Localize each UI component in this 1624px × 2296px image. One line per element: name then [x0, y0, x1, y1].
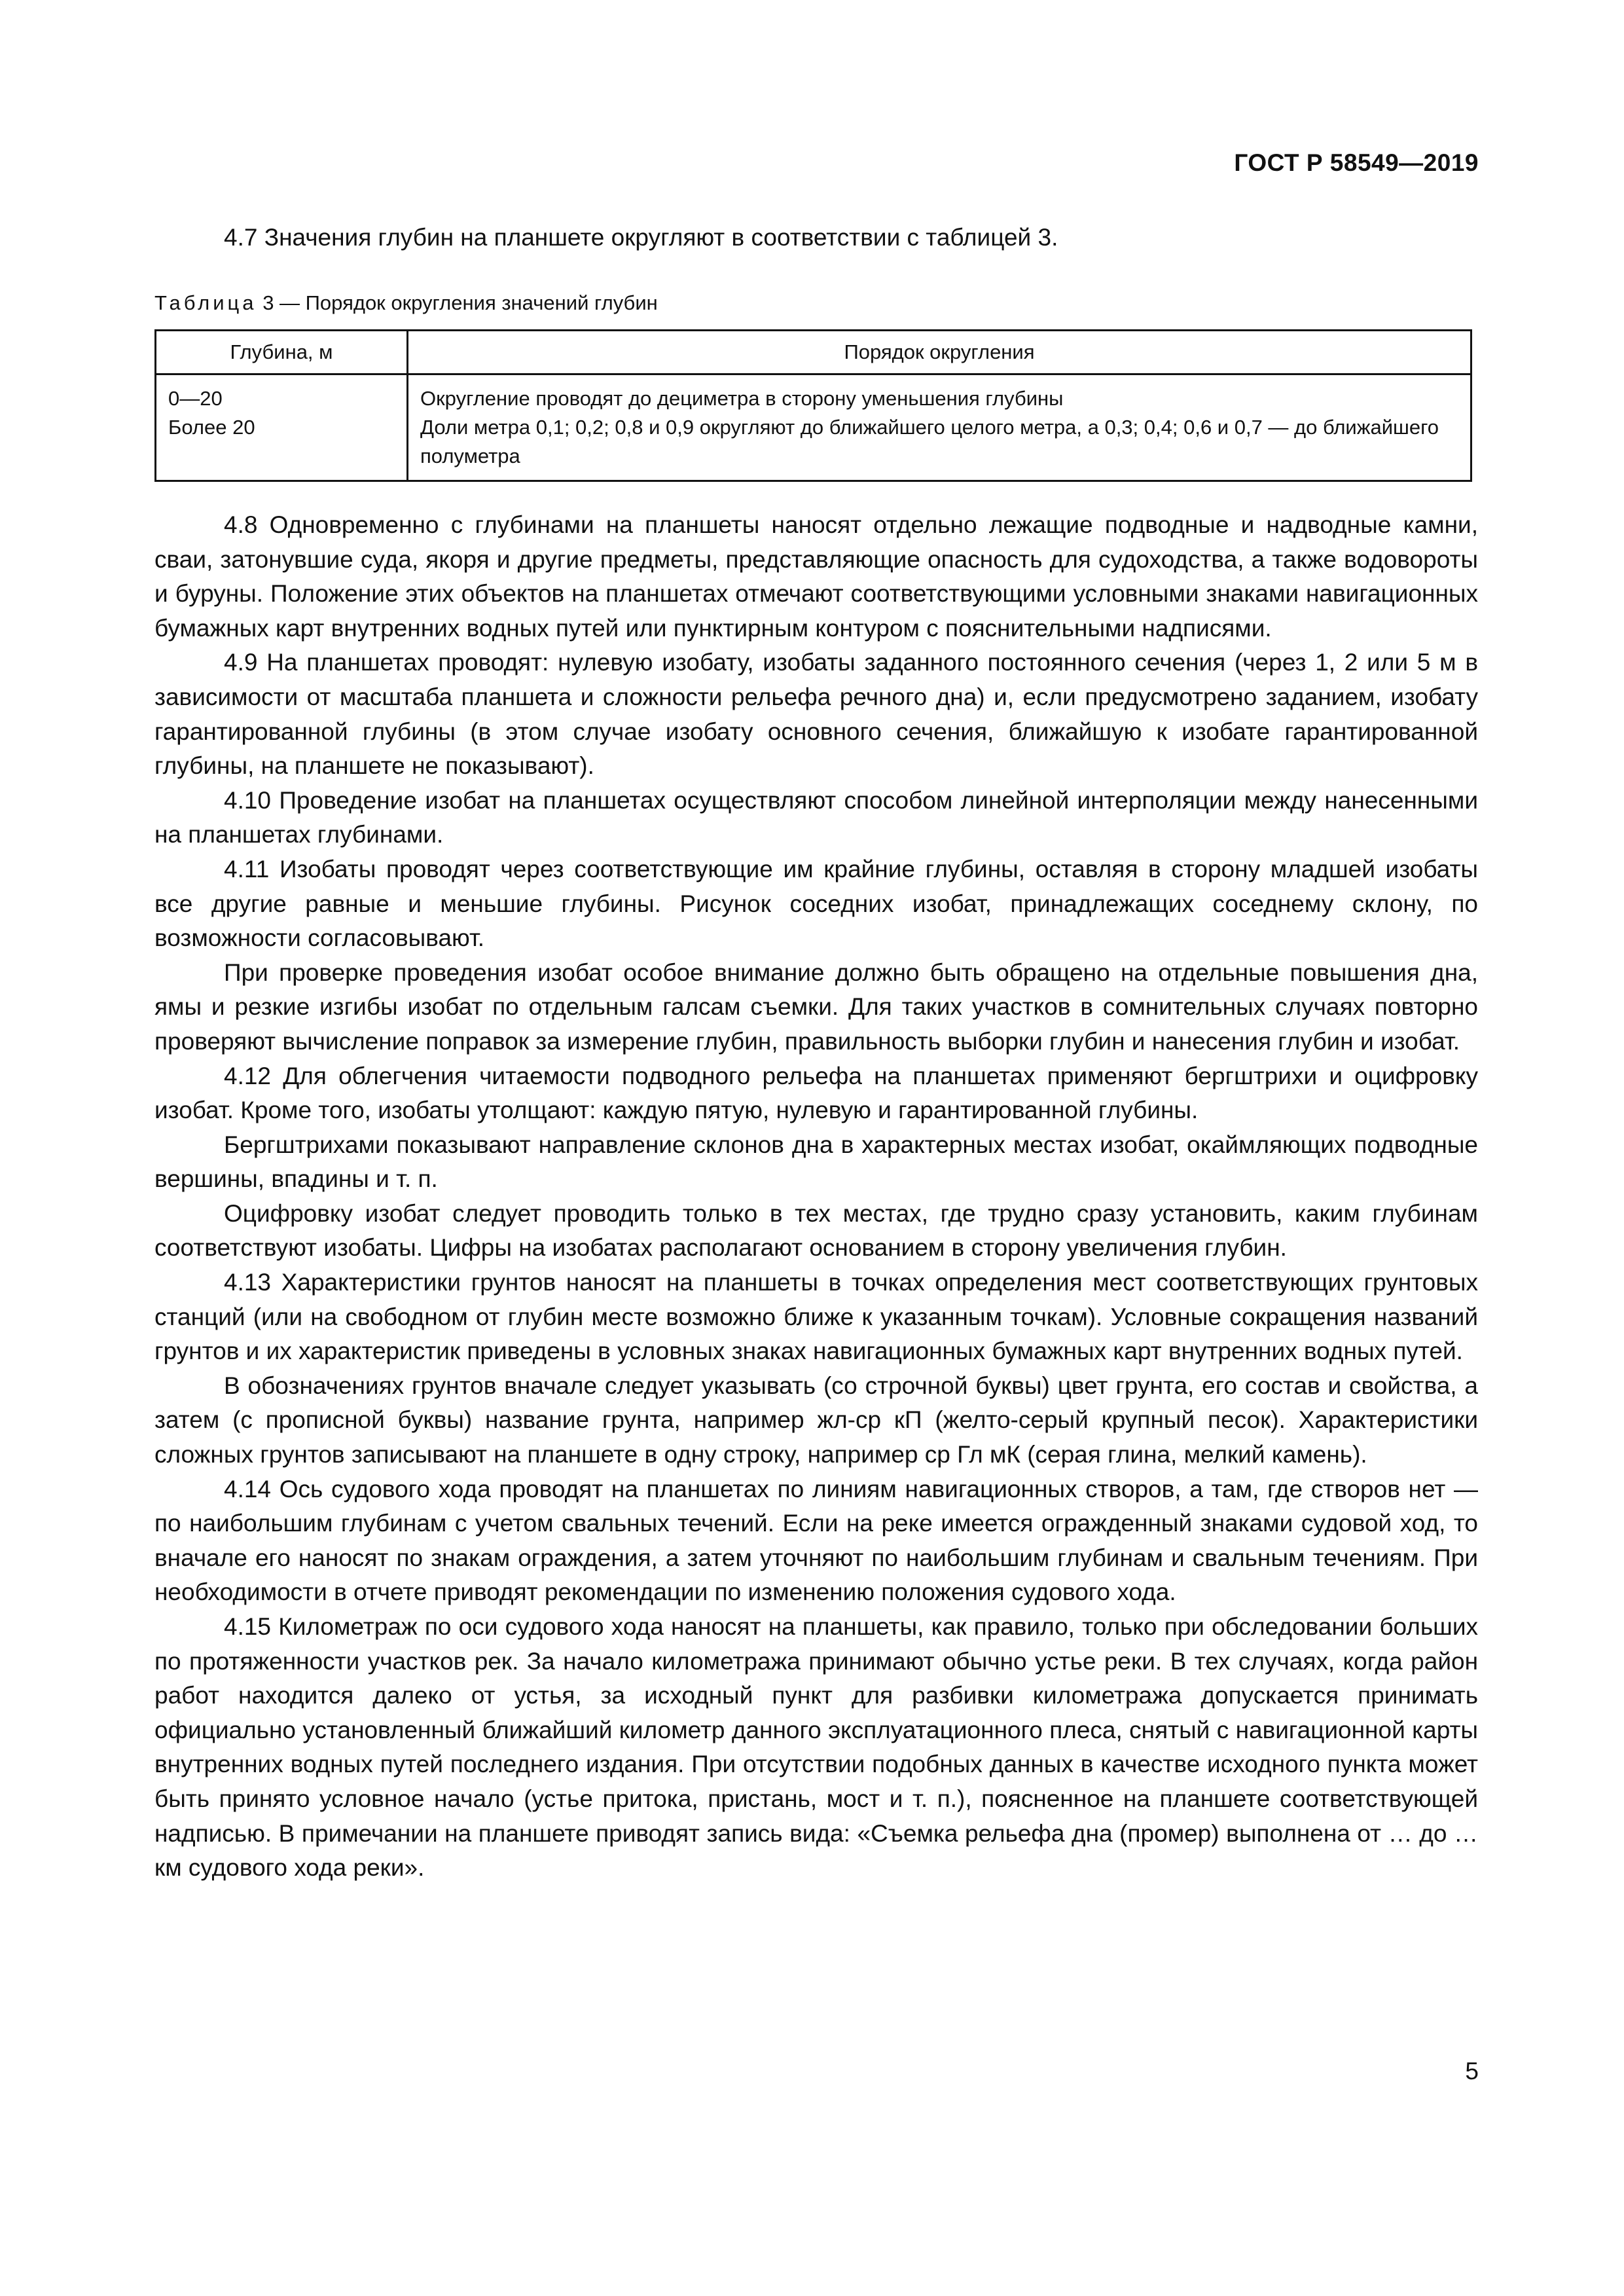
- paragraph-4-11: 4.11 Изобаты проводят через соответствующие им крайние глубины, оставляя в сторону младшей изобаты все другие равные и меньшие глубины. Рисунок соседних изобат, принадлежащих соседнему склону, по возможности согласовывают.: [154, 855, 1478, 952]
- paragraph-4-11-continued: При проверке проведения изобат особое внимание должно быть обращено на отдельные повышения дна, ямы и резкие изгибы изобат по отдельным галсам съемки. Для таких участков в сомнительных случаях повторно проверяют вычисление поправок за измерение глубин, правильность выборки глубин и нанесения глубин и изобат.: [154, 958, 1478, 1055]
- paragraph-4-12-labels: Оцифровку изобат следует проводить только в тех местах, где трудно сразу установить, каким глубинам соответствуют изобаты. Цифры на изобатах располагают основанием в сторону увеличения глубин.: [154, 1199, 1478, 1262]
- paragraph-4-9: 4.9 На планшетах проводят: нулевую изобату, изобаты заданного постоянного сечения (через 1, 2 или 5 м в зависимости от масштаба планшета и сложности рельефа речного дна) и, если предусмотрено заданием, изобату гарантированной глубины (в этом случае изобату основного сечения, ближайшую к изобате гарантированной глубины, на планшете не показывают).: [154, 649, 1478, 780]
- depth-cell: [156, 374, 408, 481]
- paragraph-4-13-notation: В обозначениях грунтов вначале следует указывать (со строчной буквы) цвет грунта, его состав и свойства, а затем (с прописной буквы) название грунта, например жл-ср кП (желто-серый крупный песок). Характеристики сложных грунтов записывают на планшете в одну строку, например ср Гл мК (серая глина, мелкий камень).: [154, 1372, 1478, 1468]
- paragraph-4-10: 4.10 Проведение изобат на планшетах осуществляют способом линейной интерполяции между нанесенными на планшетах глубинами.: [154, 786, 1478, 848]
- table-row: [156, 374, 1471, 481]
- document-header: ГОСТ Р 58549—2019: [1234, 149, 1479, 176]
- rounding-table: [154, 329, 1472, 482]
- rounding-rule: Доли метра 0,1; 0,2; 0,8 и 0,9 округляют до ближайшего целого метра, а 0,3; 0,4; 0,6 и 0,7 — до ближайшего полуметра: [420, 416, 1439, 467]
- table-caption-label: Таблица: [154, 291, 257, 314]
- rounding-rule: Округление проводят до дециметра в сторону уменьшения глубины: [420, 387, 1064, 410]
- table-caption: [154, 289, 1478, 318]
- depth-value: Более 20: [168, 416, 255, 439]
- intro-paragraph: 4.7 Значения глубин на планшете округляют в соответствии с таблицей 3.: [224, 224, 1058, 251]
- paragraph-4-12: 4.12 Для облегчения читаемости подводного рельефа на планшетах применяют бергштрихи и оцифровку изобат. Кроме того, изобаты утолщают: каждую пятую, нулевую и гарантированной глубины.: [154, 1062, 1478, 1124]
- paragraph-4-12-bergstrokes: Бергштрихами показывают направление склонов дна в характерных местах изобат, окаймляющих подводные вершины, впадины и т. п.: [154, 1131, 1478, 1193]
- rounding-cell: [408, 374, 1471, 481]
- paragraph-4-14: 4.14 Ось судового хода проводят на планшетах по линиям навигационных створов, а там, где створов нет — по наибольшим глубинам с учетом свальных течений. Если на реке имеется огражденный знаками судовой ход, то вначале его наносят по знакам ограждения, а затем уточняют по наибольшим глубинам и свальным течениям. При необходимости в отчете приводят рекомендации по изменению положения судового хода.: [154, 1475, 1478, 1606]
- page-content: [154, 219, 1478, 1886]
- depth-value: 0—20: [168, 387, 223, 410]
- paragraph-4-15: 4.15 Километраж по оси судового хода наносят на планшеты, как правило, только при обследовании больших по протяженности участков рек. За начало километража принимают обычно устье реки. В тех случаях, когда район работ находится далеко от устья, за исходный пункт для разбивки километража допускается принимать официально установленный ближайший километр данного эксплуатационного плеса, снятый с навигационной карты внутренних водных путей последнего издания. При отсутствии подобных данных в качестве исходного пункта может быть принято условное начало (устье притока, пристань, мост и т. п.), поясненное на планшете соответствующей надписью. В примечании на планшете приводят запись вида: «Съемка рельефа дна (промер) выполнена от … до … км судового хода реки».: [154, 1613, 1478, 1882]
- paragraph-4-13: 4.13 Характеристики грунтов наносят на планшеты в точках определения мест соответствующих грунтовых станций (или на свободном от глубин месте возможно ближе к указанным точкам). Условные сокращения названий грунтов и их характеристик приведены в условных знаках навигационных бумажных карт внутренних водных путей.: [154, 1269, 1478, 1365]
- table-caption-text: 3 — Порядок округления значений глубин: [262, 291, 658, 314]
- paragraph-4-8: 4.8 Одновременно с глубинами на планшеты наносят отдельно лежащие подводные и надводные камни, сваи, затонувшие суда, якоря и другие предметы, представляющие опасность для судоходства, а также водовороты и буруны. Положение этих объектов на планшетах отмечают соответствующими условными знаками навигационных бумажных карт внутренних водных путей или пунктирным контуром с пояснительными надписями.: [154, 511, 1478, 642]
- table-header-row: [156, 331, 1471, 374]
- rounding-column-header: Порядок округления: [408, 331, 1471, 374]
- depth-column-header: Глубина, м: [156, 331, 408, 374]
- page-number: 5: [1465, 2058, 1479, 2085]
